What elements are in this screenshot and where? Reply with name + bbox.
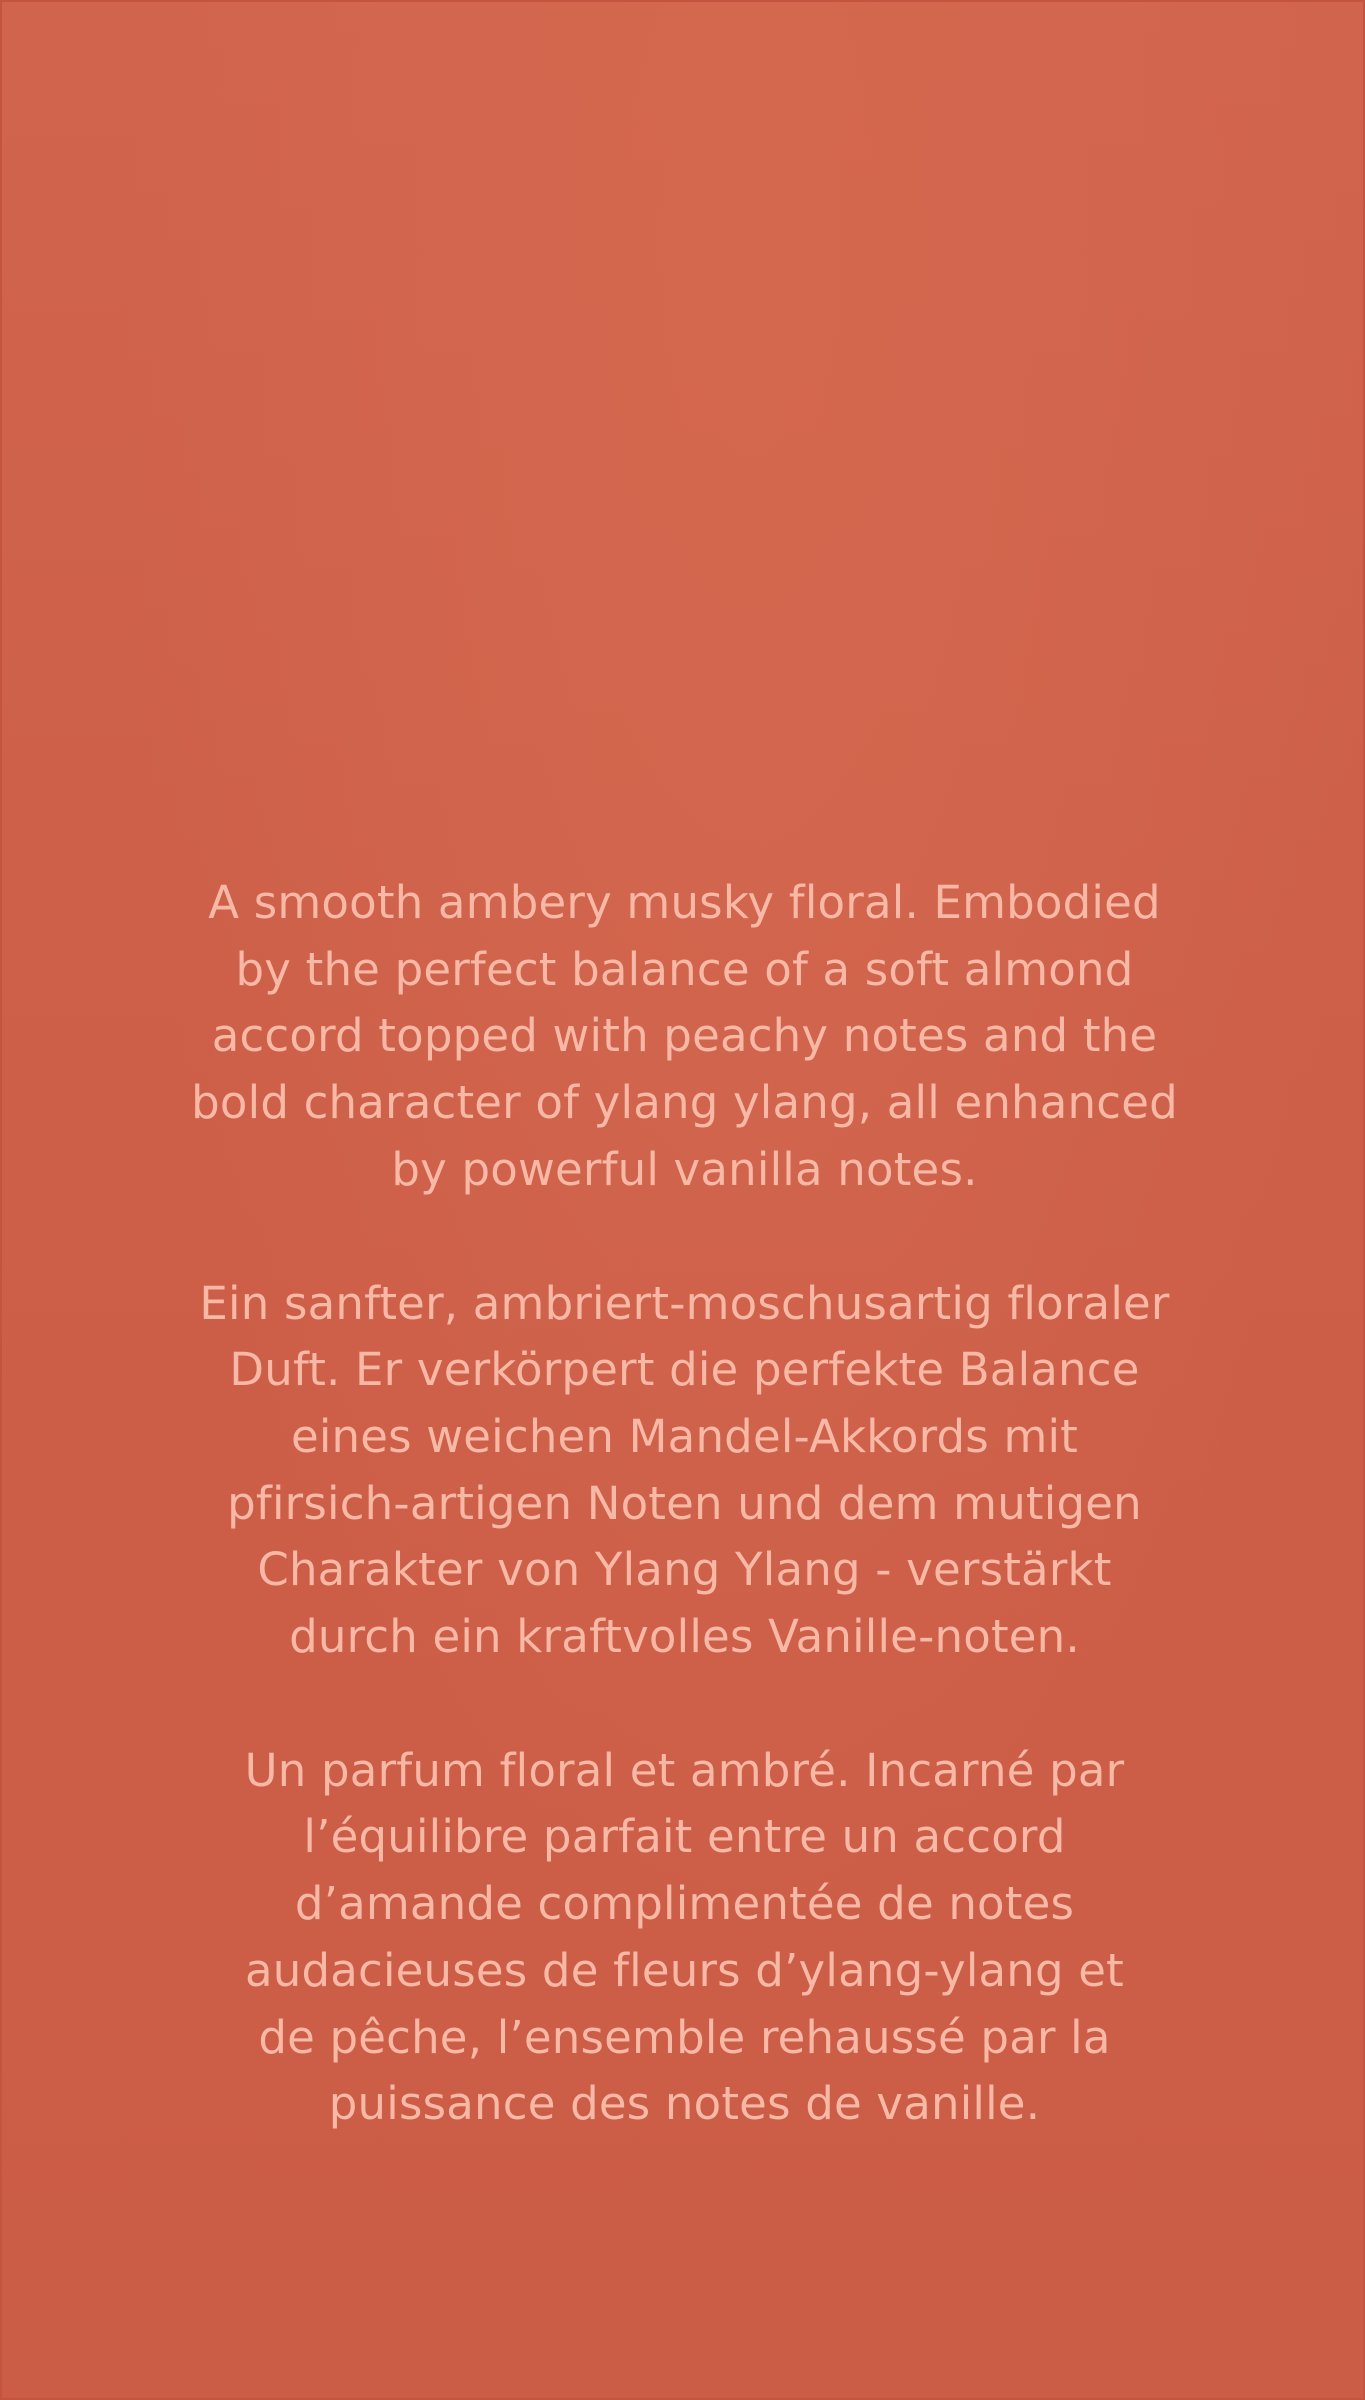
- description-line: pfirsich-artigen Noten und dem mutigen: [227, 1476, 1142, 1530]
- description-line: A smooth ambery musky floral. Embodied: [208, 876, 1161, 929]
- description-line: de pêche, l’ensemble rehaussé par la: [258, 2010, 1111, 2064]
- description-german: [2, 1271, 1365, 1671]
- description-line: puissance des notes de vanille.: [328, 2077, 1041, 2131]
- description-line: l’équilibre parfait entre un accord: [303, 1810, 1066, 1864]
- description-line: bold character of ylang ylang, all enhanced: [191, 1076, 1178, 1130]
- description-line: accord topped with peachy notes and the: [211, 1009, 1158, 1063]
- description-line: Charakter von Ylang Ylang - verstärkt: [257, 1543, 1112, 1597]
- description-line: durch ein kraftvolles Vanille-noten.: [289, 1610, 1080, 1664]
- description-line: d’amande complimentée de notes: [294, 1877, 1075, 1931]
- description-line: Un parfum floral et ambré. Incarné par: [244, 1743, 1125, 1797]
- description-line: Ein sanfter, ambriert-moschusartig floraler: [199, 1276, 1170, 1330]
- description-line: eines weichen Mandel-Akkords mit: [290, 1409, 1079, 1463]
- description-french: [2, 1738, 1365, 2138]
- description-line: by powerful vanilla notes.: [391, 1142, 978, 1196]
- description-line: by the perfect balance of a soft almond: [235, 942, 1134, 996]
- description-text-block: [2, 870, 1365, 2138]
- description-line: Duft. Er verkörpert die perfekte Balance: [229, 1343, 1140, 1397]
- description-english: [2, 870, 1365, 1204]
- description-line: audacieuses de fleurs d’ylang-ylang et: [244, 1943, 1125, 1997]
